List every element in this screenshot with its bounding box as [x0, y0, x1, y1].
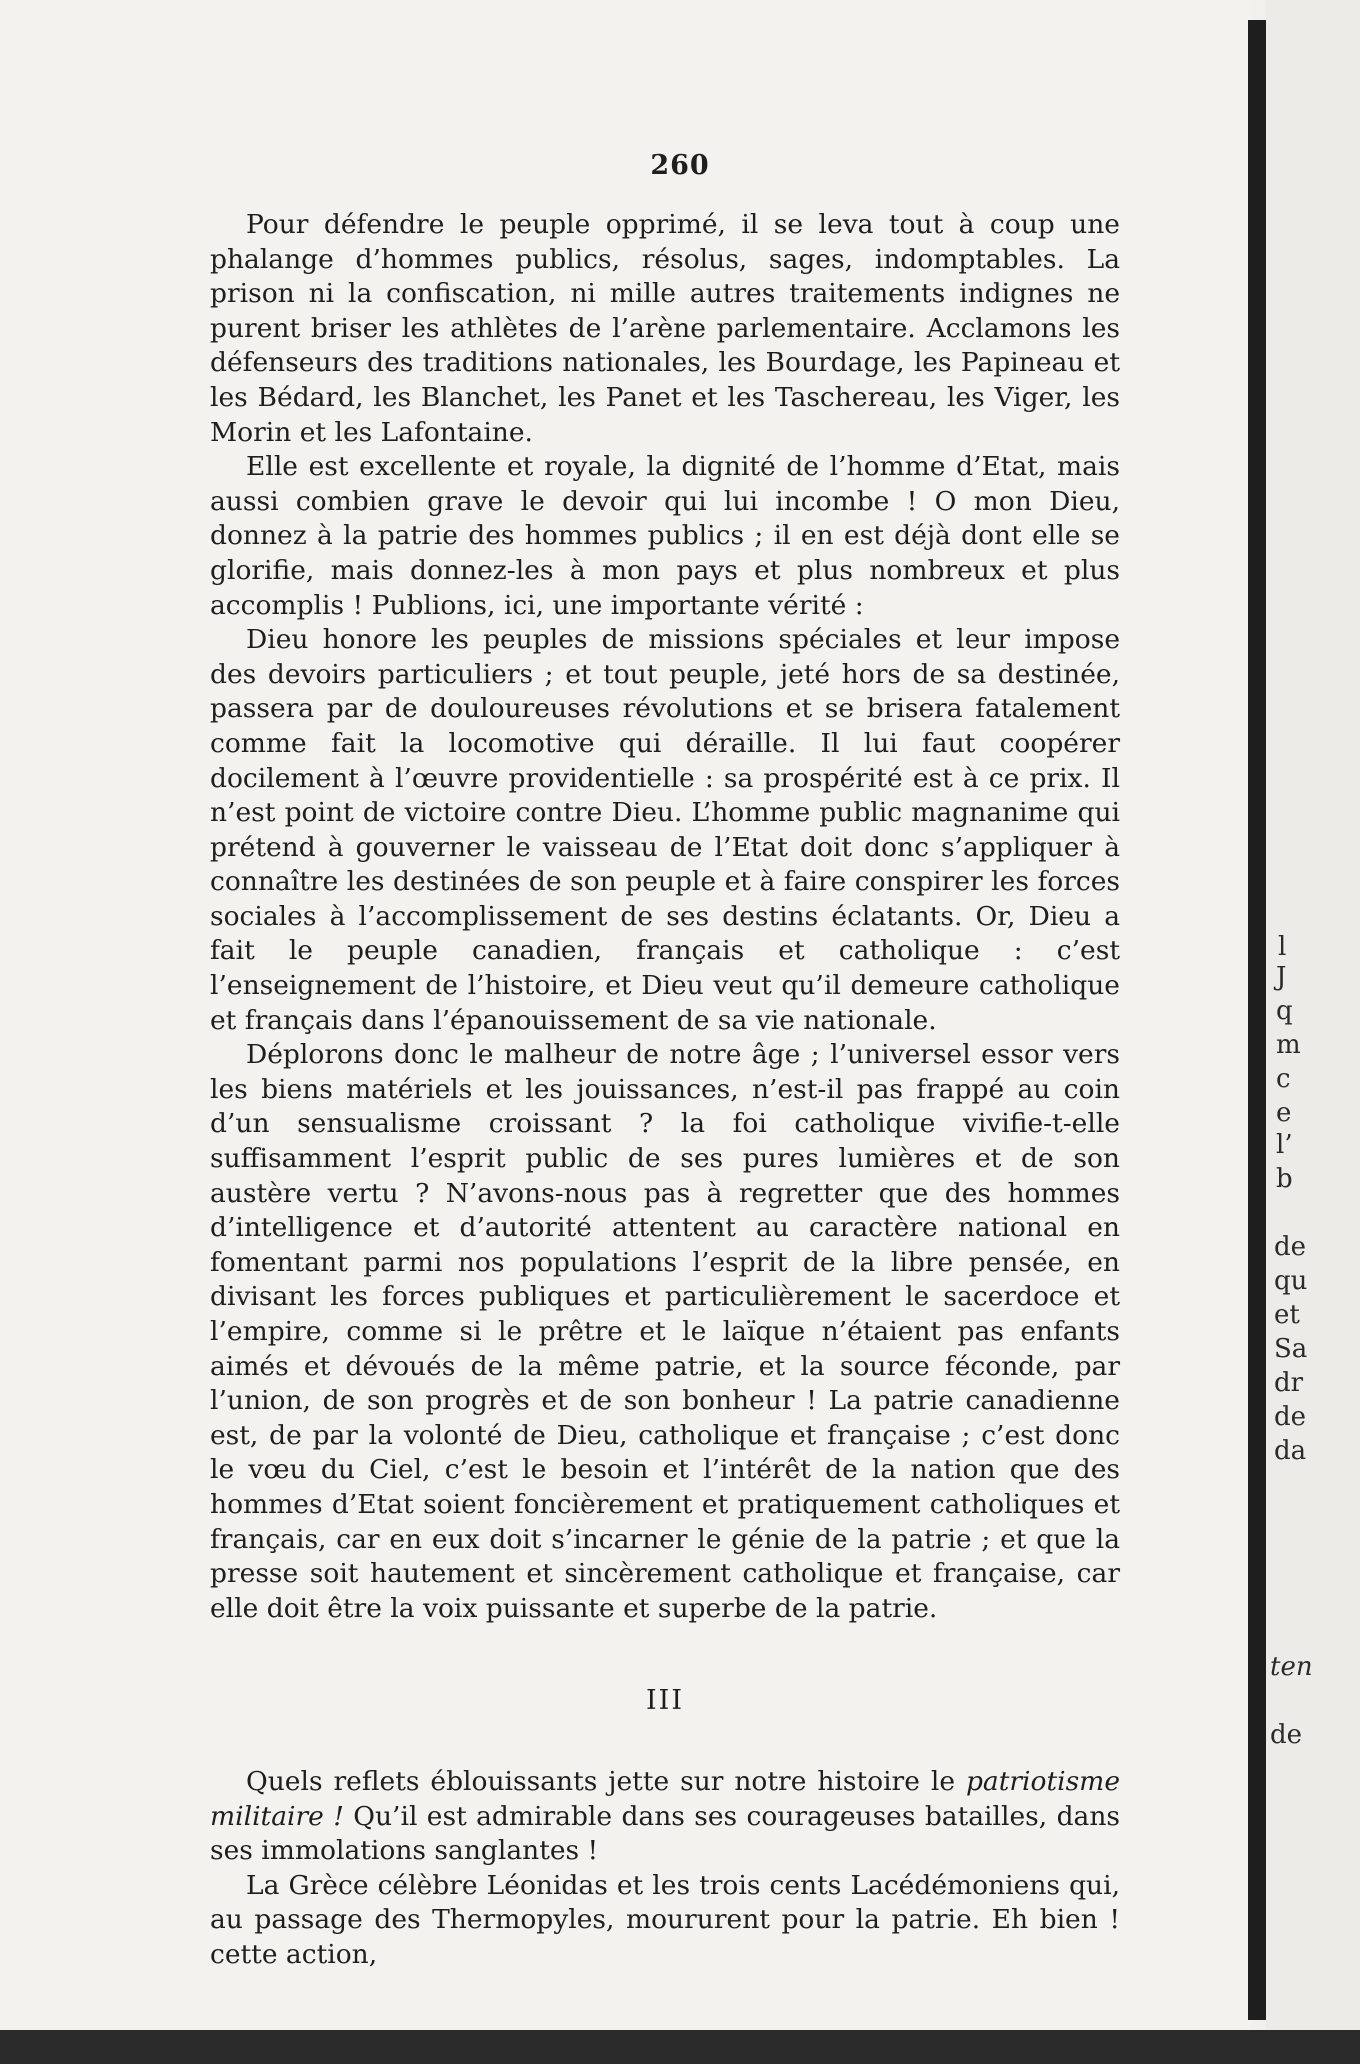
section-paragraph-1-start: Quels reflets éblouissants jette sur notre histoire le: [246, 1765, 966, 1797]
italic-phrase: patriotisme militaire !: [210, 1765, 1120, 1832]
paragraph-3: Dieu honore les peuples de missions spéciales et leur impose des devoirs particuliers ; et tout peuple, jeté hors de sa destinée, passera par de douloureuses révolutions et se brisera fatalement comme fait la locomotive qui déraille. Il lui faut coopérer docilement à l’œuvre providentielle : sa prospérité est à ce prix. Il n’est point de victoire contre Dieu. L’homme public magnanime qui prétend à gouverner le vaisseau de l’Etat doit donc s’appliquer à connaître les destinées de son peuple et à faire conspirer les forces sociales à l’accomplissement de ses destins éclatants. Or, Dieu a fait le peuple canadien, français et catholique : c’est l’enseignement de l’histoire, et Dieu veut qu’il demeure catholique et français dans l’épanouissement de sa vie nationale.: [210, 624, 1120, 1036]
facing-fragment: de: [1274, 1402, 1307, 1432]
section-paragraph-2: La Grèce célèbre Léonidas et les trois cents Lacédémoniens qui, au passage des Thermopyles, moururent pour la patrie. Eh bien ! cette action,: [210, 1869, 1120, 1970]
body-text: [210, 208, 1120, 1973]
facing-fragment: et: [1274, 1300, 1300, 1330]
facing-fragment: de: [1274, 1232, 1307, 1262]
paragraph-2: Elle est excellente et royale, la dignité de l’homme d’Etat, mais aussi combien grave le devoir qui lui incombe ! O mon Dieu, donnez à la patrie des hommes publics ; il en est déjà dont elle se glorifie, mais donnez-les à mon pays et plus nombreux et plus accomplis ! Publions, ici, une importante vérité :: [210, 451, 1120, 621]
facing-fragment: da: [1274, 1436, 1307, 1466]
scan-bottom-edge: [0, 2030, 1360, 2064]
section-paragraph-1: [210, 1765, 1120, 1869]
facing-fragment: c: [1276, 1064, 1291, 1094]
facing-page-edge: [1266, 0, 1360, 2064]
facing-fragment: J: [1276, 962, 1287, 992]
section-heading: III: [646, 1685, 684, 1717]
facing-fragment: Sa: [1274, 1334, 1308, 1364]
facing-fragment: q: [1276, 996, 1293, 1026]
facing-fragment: m: [1276, 1030, 1301, 1060]
facing-fragment: l: [1278, 932, 1287, 962]
facing-fragment: b: [1276, 1164, 1293, 1194]
paragraph-1: Pour défendre le peuple opprimé, il se leva tout à coup une phalange d’hommes publics, résolus, sages, indomptables. La prison ni la confiscation, ni mille autres traitements indignes ne purent briser les athlètes de l’arène parlementaire. Acclamons les défenseurs des traditions nationales, les Bourdage, les Papineau et les Bédard, les Blanchet, les Panet et les Taschereau, les Viger, les Morin et les Lafontaine.: [210, 209, 1120, 448]
facing-fragment: l’: [1276, 1130, 1293, 1160]
book-gutter: [1248, 20, 1266, 2020]
paragraph-4: Déplorons donc le malheur de notre âge ; l’universel essor vers les biens matériels et les jouissances, n’est-il pas frappé au coin d’un sensualisme croissant ? la foi catholique vivifie-t-elle suffisamment l’esprit public de ses pures lumières et de son austère vertu ? N’avons-nous pas à regretter que des hommes d’intelligence et d’autorité attentent au caractère national en fomentant parmi nos populations l’esprit de la libre pensée, en divisant les forces publiques et particulièrement le sacerdoce et l’empire, comme si le prêtre et le laïque n’étaient pas enfants aimés et dévoués de la même patrie, et la source féconde, par l’union, de son progrès et de son bonheur ! La patrie canadienne est, de par la volonté de Dieu, catholique et française ; c’est donc le vœu du Ciel, c’est le besoin et l’intérêt de la nation que des hommes d’Etat soient foncièrement et pratiquement catholiques et français, car en eux doit s’incarner le génie de la patrie ; et que la presse soit hautement et sincèrement catholique et française, car elle doit être la voix puissante et superbe de la patrie.: [210, 1039, 1120, 1624]
facing-fragment: de: [1270, 1720, 1303, 1750]
page-number: 260: [650, 150, 710, 181]
facing-fragment: e: [1276, 1098, 1292, 1128]
facing-fragment: dr: [1274, 1368, 1304, 1398]
facing-fragment: ten: [1270, 1652, 1313, 1682]
section-paragraph-1-end: Qu’il est admirable dans ses courageuses batailles, dans ses immolations sanglantes !: [210, 1800, 1121, 1867]
facing-fragment: qu: [1274, 1266, 1308, 1296]
